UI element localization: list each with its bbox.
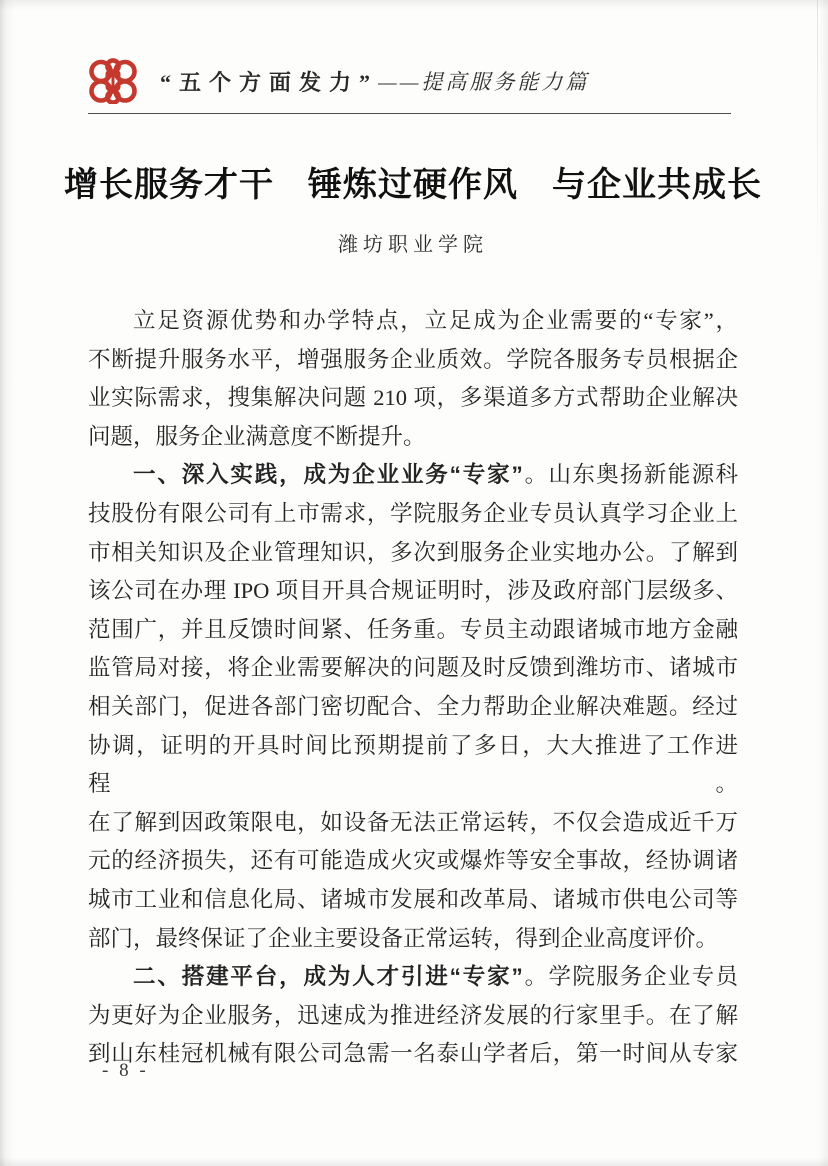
body-line: 监管局对接，将企业需要解决的问题及时反馈到潍坊市、诸城市: [88, 655, 738, 681]
article-title-part: 与企业共成长: [552, 167, 762, 204]
paragraph-lead-rest: 。山东奥扬新能源科: [523, 462, 738, 488]
body-line: 到山东桂冠机械有限公司急需一名泰山学者后，第一时间从专家: [88, 1041, 738, 1067]
body-line: 相关部门，促进各部门密切配合、全力帮助企业解决难题。经过: [88, 693, 738, 719]
body-line: 为更好为企业服务，迅速成为推进经济发展的行家里手。在了解: [88, 1002, 738, 1028]
article-author: 潍坊职业学院: [338, 234, 488, 256]
knot-rings-logo-icon: [88, 58, 138, 104]
scan-crease-shadow: [817, 0, 818, 300]
body-line: 不断提升服务水平，增强服务企业质效。学院各服务专员根据企: [88, 346, 738, 372]
page-header: [88, 58, 731, 114]
paragraph-lead-rest: 。学院服务企业专员: [523, 964, 738, 990]
body-line: 市相关知识及企业管理知识，多次到服务企业实地办公。了解到: [88, 539, 738, 565]
series-brand-row: [88, 58, 731, 104]
body-line: 业实际需求，搜集解决问题 210 项，多渠道多方式帮助企业解决: [88, 385, 738, 411]
series-subtitle: ——提高服务能力篇: [378, 70, 590, 94]
paragraph-lead: 一、深入实践，成为企业业务“专家”: [133, 462, 524, 488]
body-line: 城市工业和信息化局、诸城市发展和改革局、诸城市供电公司等: [88, 886, 738, 912]
paragraph-lead: 二、搭建平台，成为人才引进“专家”: [133, 964, 524, 990]
body-line: [88, 456, 738, 495]
body-line: 问题，服务企业满意度不断提升。: [88, 423, 426, 449]
body-line: 在了解到因政策限电，如设备无法正常运转，不仅会造成近千万: [88, 809, 738, 835]
series-title: “五个方面发力”: [160, 69, 379, 95]
article-title-part: 增长服务才干: [64, 167, 274, 204]
body-line: 协调，证明的开具时间比预期提前了多日，大大推进了工作进程。: [88, 732, 738, 797]
article-title: [64, 157, 762, 206]
body-line: 范围广，并且反馈时间紧、任务重。专员主动跟诸城市地方金融: [88, 616, 738, 642]
body-line: 部门，最终保证了企业主要设备正常运转，得到企业高度评价。: [88, 925, 719, 951]
body-line: 立足资源优势和办学特点，立足成为企业需要的“专家”，: [133, 308, 738, 333]
article-title-part: 锤炼过硬作风: [308, 167, 518, 204]
body-line: 元的经济损失，还有可能造成火灾或爆炸等安全事故，经协调诸: [88, 848, 738, 874]
body-line: 该公司在办理 IPO 项目开具合规证明时，涉及政府部门层级多、: [88, 578, 738, 604]
article-body: [88, 302, 738, 1074]
body-line: 技股份有限公司有上市需求，学院服务企业专员认真学习企业上: [88, 500, 738, 526]
body-line: [88, 958, 738, 997]
page-number: - 8 -: [102, 1060, 149, 1081]
